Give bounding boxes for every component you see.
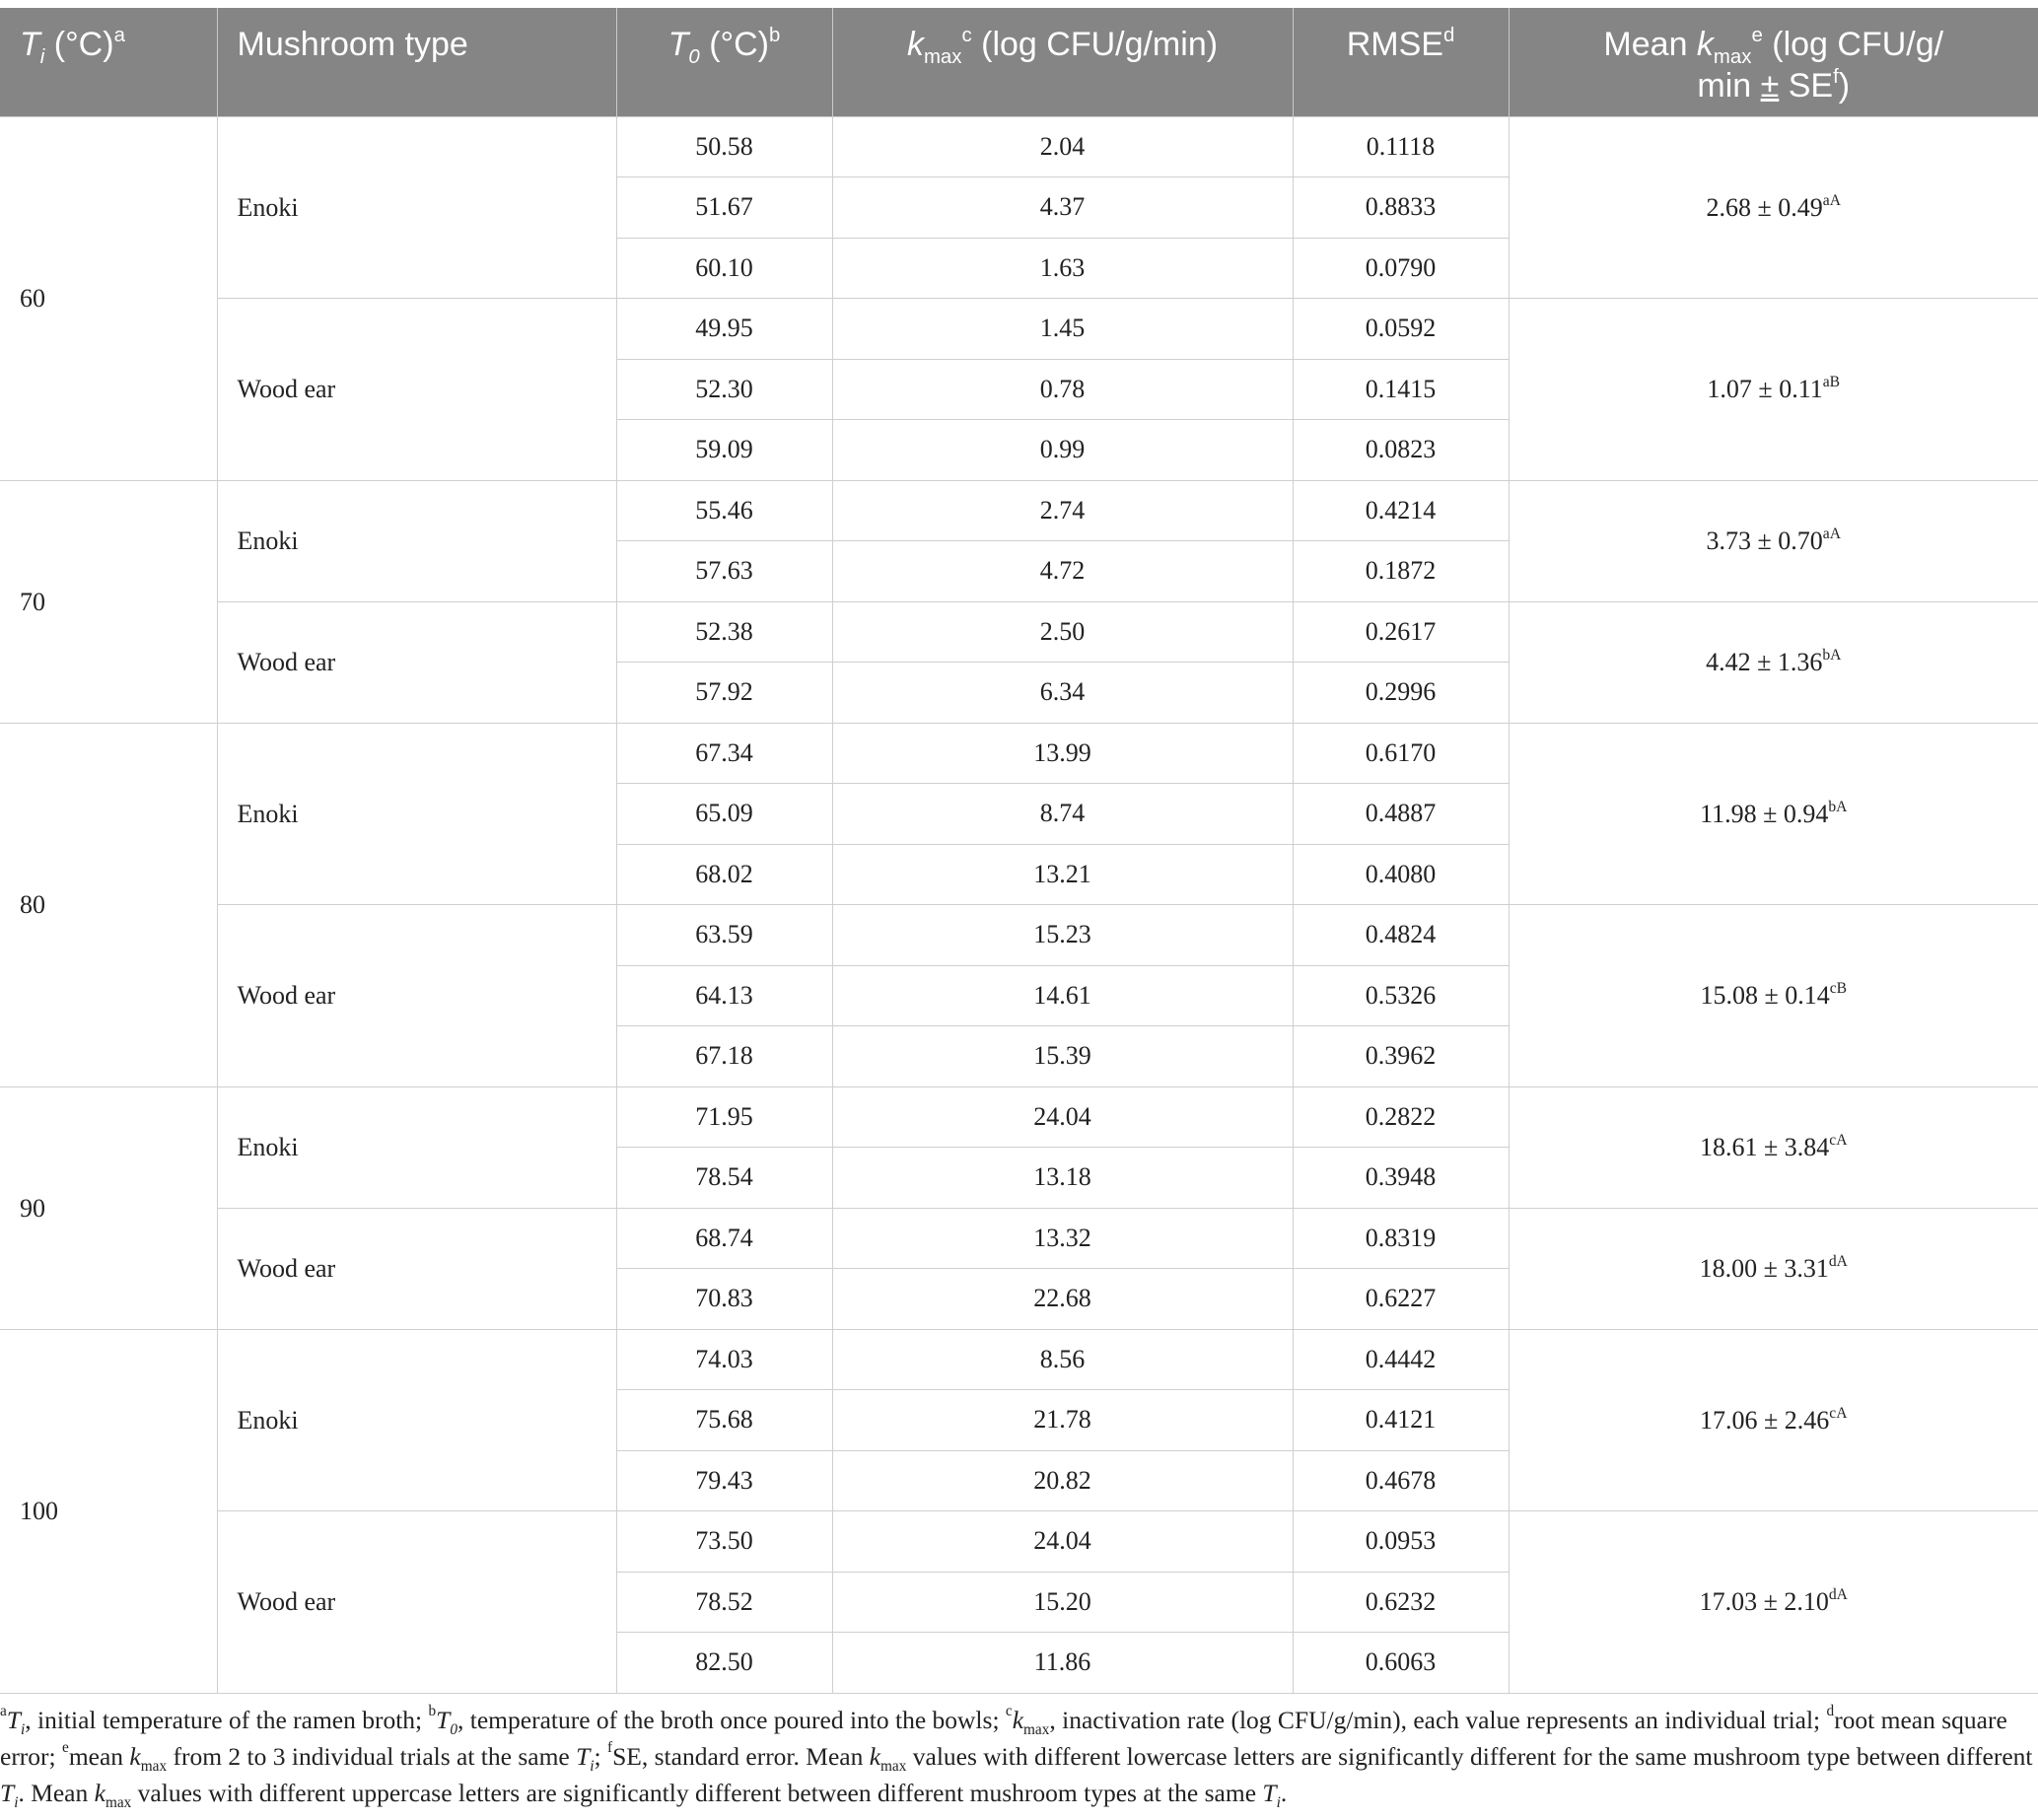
cell-mean-kmax: [1509, 480, 2038, 601]
mean-value: 4.42 ± 1.36: [1706, 648, 1823, 676]
cell-kmax: 2.50: [832, 601, 1293, 663]
cell-mushroom-type: Wood ear: [217, 601, 616, 723]
table-row: [0, 299, 2038, 360]
cell-kmax: 11.86: [832, 1633, 1293, 1694]
table-row: [0, 1511, 2038, 1573]
table-row: [0, 480, 2038, 541]
cell-mean-kmax: [1509, 1208, 2038, 1329]
mean-value: 17.06 ± 2.46: [1700, 1405, 1830, 1435]
cell-t0: 52.30: [616, 359, 832, 420]
significance-letters: cB: [1829, 980, 1848, 998]
cell-t0: 67.34: [616, 723, 832, 784]
significance-letters: bA: [1828, 798, 1848, 815]
cell-rmse: 0.3962: [1293, 1026, 1509, 1087]
mean-value: 3.73 ± 0.70: [1706, 526, 1823, 555]
cell-t0: 74.03: [616, 1329, 832, 1390]
cell-t0: 75.68: [616, 1390, 832, 1451]
cell-mushroom-type: Wood ear: [217, 905, 616, 1087]
cell-t0: 65.09: [616, 784, 832, 845]
cell-rmse: 0.4214: [1293, 480, 1509, 541]
mean-value: 11.98 ± 0.94: [1700, 799, 1829, 828]
cell-kmax: 1.45: [832, 299, 1293, 360]
results-table: [0, 8, 2038, 1694]
cell-mean-kmax: [1509, 299, 2038, 481]
cell-mean-kmax: [1509, 905, 2038, 1087]
cell-kmax: 13.32: [832, 1208, 1293, 1269]
cell-rmse: 0.0790: [1293, 238, 1509, 299]
cell-rmse: 0.4121: [1293, 1390, 1509, 1451]
cell-rmse: 0.6232: [1293, 1572, 1509, 1633]
header-row: [0, 8, 2038, 116]
cell-t0: 82.50: [616, 1633, 832, 1694]
cell-kmax: 4.37: [832, 177, 1293, 239]
cell-rmse: 0.8833: [1293, 177, 1509, 239]
cell-rmse: 0.2617: [1293, 601, 1509, 663]
table-row: [0, 601, 2038, 663]
cell-kmax: 2.04: [832, 116, 1293, 177]
cell-mean-kmax: [1509, 1086, 2038, 1208]
cell-kmax: 1.63: [832, 238, 1293, 299]
table-row: [0, 1208, 2038, 1269]
cell-mushroom-type: Enoki: [217, 723, 616, 905]
mean-value: 15.08 ± 0.14: [1700, 981, 1830, 1011]
significance-letters: aB: [1822, 374, 1841, 391]
header-mean-kmax: Mean $k_{max}^e$ (log CFU/g/ $\min \pm SE^f$): [1509, 8, 2038, 116]
cell-t0: 59.09: [616, 420, 832, 481]
significance-letters: dA: [1828, 1252, 1848, 1270]
cell-t0: 49.95: [616, 299, 832, 360]
cell-t0: 78.54: [616, 1148, 832, 1209]
cell-rmse: 0.1872: [1293, 541, 1509, 602]
cell-initial-temp: 60: [0, 116, 217, 480]
cell-t0: 57.92: [616, 663, 832, 724]
significance-letters: aA: [1822, 191, 1841, 209]
cell-initial-temp: 80: [0, 723, 217, 1086]
cell-mean-kmax: [1509, 723, 2038, 905]
table-row: [0, 723, 2038, 784]
cell-mean-kmax: [1509, 116, 2038, 299]
table-row: [0, 116, 2038, 177]
mean-value: 18.61 ± 3.84: [1700, 1133, 1830, 1161]
cell-mushroom-type: Enoki: [217, 116, 616, 299]
cell-t0: 79.43: [616, 1450, 832, 1511]
cell-initial-temp: 100: [0, 1329, 217, 1693]
cell-t0: 78.52: [616, 1572, 832, 1633]
cell-kmax: 4.72: [832, 541, 1293, 602]
cell-kmax: 13.21: [832, 844, 1293, 905]
cell-kmax: 24.04: [832, 1086, 1293, 1148]
cell-rmse: 0.0592: [1293, 299, 1509, 360]
cell-kmax: 8.56: [832, 1329, 1293, 1390]
cell-rmse: 0.4080: [1293, 844, 1509, 905]
cell-t0: 63.59: [616, 905, 832, 966]
table-row: [0, 1086, 2038, 1148]
table-row: [0, 1329, 2038, 1390]
cell-kmax: 15.20: [832, 1572, 1293, 1633]
cell-mean-kmax: [1509, 1329, 2038, 1511]
cell-t0: 73.50: [616, 1511, 832, 1573]
cell-mushroom-type: Enoki: [217, 480, 616, 601]
significance-letters: dA: [1828, 1586, 1848, 1604]
cell-kmax: 2.74: [832, 480, 1293, 541]
mean-value: 1.07 ± 0.11: [1707, 375, 1823, 404]
cell-rmse: 0.6227: [1293, 1269, 1509, 1330]
cell-mushroom-type: Enoki: [217, 1329, 616, 1511]
mean-value: 17.03 ± 2.10: [1699, 1587, 1829, 1617]
table-row: [0, 905, 2038, 966]
cell-rmse: 0.0823: [1293, 420, 1509, 481]
cell-rmse: 0.2996: [1293, 663, 1509, 724]
cell-t0: 55.46: [616, 480, 832, 541]
cell-t0: 68.74: [616, 1208, 832, 1269]
cell-kmax: 13.18: [832, 1148, 1293, 1209]
cell-rmse: 0.4442: [1293, 1329, 1509, 1390]
mean-value: 18.00 ± 3.31: [1699, 1254, 1829, 1283]
table-footnote: $^aT_i$, initial temperature of the ramen broth; $^bT_0$, temperature of the broth once poured into the bowls; $^ck_{max}$, inactivation rate (log CFU/g/min), each value represents an individual trial; $^d$root mean square error; $^e$mean $k_{max}$ from 2 to 3 individual trials at the same $T_i$; $^f$SE, standard error. Mean $k_{max}$ values with different lowercase letters are significantly different for the same mushroom type between different $T_i$. Mean $k_{max}$ values with different uppercase letters are significantly different between different mushroom types at the same $T_i$.: [0, 1703, 2033, 1812]
cell-kmax: 21.78: [832, 1390, 1293, 1451]
cell-mushroom-type: Wood ear: [217, 1511, 616, 1694]
header-mushroom-type: Mushroom type: [217, 8, 616, 116]
cell-rmse: 0.8319: [1293, 1208, 1509, 1269]
cell-kmax: 6.34: [832, 663, 1293, 724]
cell-rmse: 0.1118: [1293, 116, 1509, 177]
cell-rmse: 0.1415: [1293, 359, 1509, 420]
significance-letters: cA: [1829, 1404, 1848, 1422]
cell-mushroom-type: Wood ear: [217, 299, 616, 481]
cell-t0: 60.10: [616, 238, 832, 299]
significance-letters: cA: [1829, 1131, 1848, 1149]
cell-mean-kmax: [1509, 601, 2038, 723]
cell-rmse: 0.2822: [1293, 1086, 1509, 1148]
significance-letters: bA: [1822, 646, 1842, 664]
mean-value: 2.68 ± 0.49: [1706, 192, 1823, 222]
cell-kmax: 13.99: [832, 723, 1293, 784]
cell-initial-temp: 70: [0, 480, 217, 723]
cell-kmax: 14.61: [832, 965, 1293, 1026]
cell-rmse: 0.4824: [1293, 905, 1509, 966]
cell-kmax: 0.78: [832, 359, 1293, 420]
cell-rmse: 0.0953: [1293, 1511, 1509, 1573]
cell-t0: 51.67: [616, 177, 832, 239]
header-kmax: $k_{max}^c$ (log CFU/g/min): [832, 8, 1293, 116]
cell-kmax: 15.23: [832, 905, 1293, 966]
cell-kmax: 22.68: [832, 1269, 1293, 1330]
cell-kmax: 8.74: [832, 784, 1293, 845]
cell-kmax: 0.99: [832, 420, 1293, 481]
header-ti: $T_i$ $(^\circ C)^a$: [0, 8, 217, 116]
cell-kmax: 24.04: [832, 1511, 1293, 1573]
cell-rmse: 0.4887: [1293, 784, 1509, 845]
header-t0: $T_0$ $(^\circ C)^b$: [616, 8, 832, 116]
cell-initial-temp: 90: [0, 1086, 217, 1329]
cell-mushroom-type: Enoki: [217, 1086, 616, 1208]
cell-rmse: 0.3948: [1293, 1148, 1509, 1209]
cell-t0: 68.02: [616, 844, 832, 905]
cell-t0: 50.58: [616, 116, 832, 177]
cell-mean-kmax: [1509, 1511, 2038, 1694]
cell-rmse: 0.6063: [1293, 1633, 1509, 1694]
cell-t0: 70.83: [616, 1269, 832, 1330]
cell-mushroom-type: Wood ear: [217, 1208, 616, 1329]
cell-kmax: 15.39: [832, 1026, 1293, 1087]
cell-rmse: 0.6170: [1293, 723, 1509, 784]
cell-t0: 71.95: [616, 1086, 832, 1148]
cell-t0: 67.18: [616, 1026, 832, 1087]
cell-rmse: 0.5326: [1293, 965, 1509, 1026]
cell-rmse: 0.4678: [1293, 1450, 1509, 1511]
table-body: [0, 116, 2038, 1693]
cell-t0: 57.63: [616, 541, 832, 602]
header-rmse: RMSE$^d$: [1293, 8, 1509, 116]
cell-kmax: 20.82: [832, 1450, 1293, 1511]
significance-letters: aA: [1822, 525, 1841, 542]
cell-t0: 52.38: [616, 601, 832, 663]
cell-t0: 64.13: [616, 965, 832, 1026]
